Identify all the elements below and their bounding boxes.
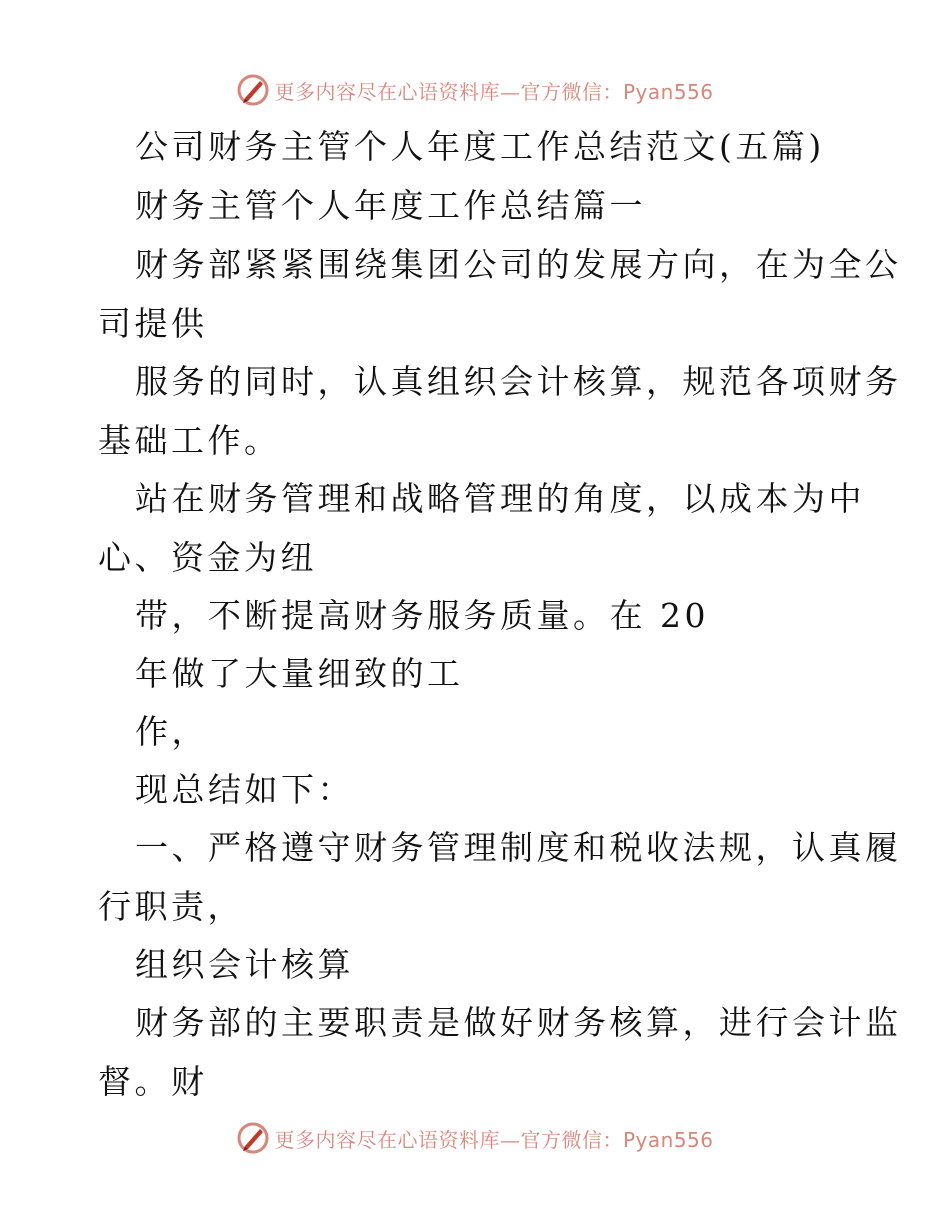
banner-wechat-id: Pyan556 — [622, 79, 714, 104]
paragraph-line: 行职责， — [98, 887, 244, 926]
footer-banner — [0, 1118, 950, 1158]
document-title: 公司财务主管个人年度工作总结范文(五篇) — [135, 127, 825, 166]
paragraph-line: 站在财务管理和战略管理的角度，以成本为中 — [135, 479, 865, 518]
pen-logo-icon — [236, 1121, 270, 1155]
banner-text: 更多内容尽在心语资料库—官方微信： — [274, 79, 623, 104]
paragraph-line: 一、严格遵守财务管理制度和税收法规，认真履 — [135, 828, 902, 867]
paragraph-line: 财务部的主要职责是做好财务核算，进行会计监 — [135, 1003, 902, 1042]
paragraph-line: 督。财 — [98, 1062, 208, 1101]
section-subheading: 组织会计核算 — [135, 945, 354, 984]
paragraph-line: 服务的同时，认真组织会计核算，规范各项财务 — [135, 362, 902, 401]
paragraph-line: 年做了大量细致的工 — [135, 654, 464, 693]
banner-text: 更多内容尽在心语资料库—官方微信： — [274, 1127, 623, 1152]
paragraph-line: 心、资金为纽 — [98, 538, 317, 577]
paragraph-line: 作， — [135, 712, 208, 751]
paragraph-line: 带，不断提高财务服务质量。在 20 — [135, 596, 709, 635]
section-heading: 财务主管个人年度工作总结篇一 — [135, 186, 646, 225]
banner-wechat-id: Pyan556 — [622, 1127, 714, 1152]
paragraph-line: 财务部紧紧围绕集团公司的发展方向，在为全公 — [135, 245, 902, 284]
paragraph-line: 基础工作。 — [98, 421, 281, 460]
paragraph-line: 现总结如下： — [135, 770, 354, 809]
paragraph-line: 司提供 — [98, 304, 208, 343]
